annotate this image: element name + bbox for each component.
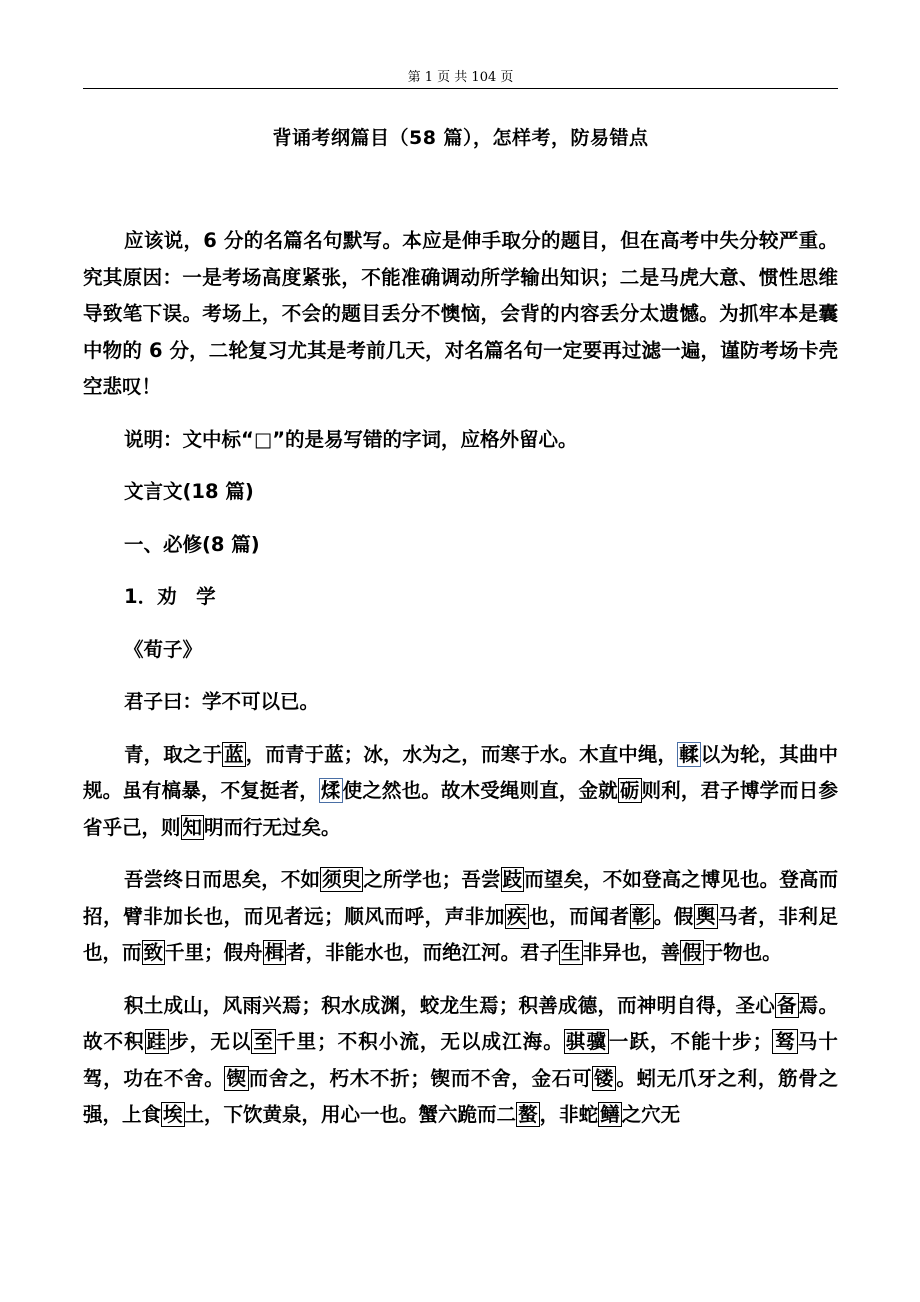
subsection-heading: 一、必修(8 篇) [124, 532, 260, 556]
note-line: 说明：文中标“□”的是易写错的字词，应格外留心。 [124, 427, 578, 451]
marked-char: 假 [682, 941, 702, 964]
text-run: 吾尝终日而思矣，不如 [124, 868, 321, 891]
text-run: 马 [718, 904, 739, 928]
text-run: 千里；假舟 [165, 941, 263, 964]
text-run: 。蚓无爪牙之 [616, 1066, 738, 1090]
text-run: 焉。故不积 [83, 993, 838, 1053]
text-run: 利，筋骨之强，上食 [83, 1066, 838, 1126]
text-run: 积土成山，风雨兴焉；积水成渊，蛟龙生焉；积善成德，而神明自得，圣心 [124, 993, 775, 1017]
text-paragraph [83, 988, 838, 1134]
text-run: 也，而闻者 [529, 904, 630, 928]
intro-line: 严重。究其原因：一是考场高度紧张，不能准确调动所学输出知识；二是马虎大 [83, 229, 838, 289]
marked-char: 知 [182, 815, 203, 839]
marked-char: 疾 [506, 904, 528, 928]
text-run: 则利，君 [641, 779, 721, 802]
marked-char: 埃 [163, 1103, 183, 1126]
text-run: 之所学也；吾尝 [363, 868, 501, 891]
intro-line: 再过滤一遍，谨防考场卡壳空悲叹！ [83, 338, 838, 398]
text-run: 其曲中规。虽有槁暴，不复挺者， [83, 742, 838, 802]
text-run: 登高而招，臂非加长也，而见者远；顺风而呼，声非加 [83, 868, 838, 928]
intro-line: 应该说，6 分的名篇名句默写。本应是伸手取分的题目，但在高考中失分较 [124, 229, 779, 252]
text-paragraph [83, 862, 838, 972]
text-run: 者，非利足也，而 [83, 904, 838, 964]
intro-line: 遗憾。为抓牢本是囊中物的 6 分，二轮复习尤其是考前几天，对名篇名句一定要 [83, 302, 838, 362]
marked-char: 舆 [695, 904, 716, 928]
text-run: 以为轮， [700, 742, 780, 766]
text-run: 于物也。 [703, 941, 782, 964]
text-run: 而望矣，不如登高之博见也。 [524, 868, 780, 891]
text-run: 子博学而日参省乎己，则 [83, 779, 838, 839]
marked-char: 蓝 [224, 742, 244, 766]
text-run: 者，非能水也，而绝江河。君子 [286, 941, 560, 964]
marked-char: 鳝 [600, 1103, 620, 1126]
marked-char: 跂 [502, 868, 523, 891]
text-run: ，非蛇 [539, 1103, 599, 1126]
intro-line: 意、惯性思维导致笔下误。考场上，不会的题目丢分不懊恼，会背的内容丢分太 [83, 265, 838, 325]
text-run: 一跃，不能十步； [608, 1030, 773, 1053]
page-header: 第 1 页 共 104 页 [407, 70, 514, 85]
text-run: 而舍之，朽木不折；锲而不舍，金石可 [248, 1066, 593, 1090]
document-title: 背诵考纲篇目（58 篇），怎样考，防易错点 [272, 127, 649, 149]
lesson-heading: 1．劝 学 [124, 585, 216, 608]
text-run: 之穴无 [621, 1103, 681, 1126]
header-rule [83, 88, 838, 89]
text-run: 明而行无过矣。 [204, 815, 341, 839]
text-run: 青，取之于 [124, 742, 223, 766]
text-run: 土，下饮黄泉，用心一也。蟹六跪而二 [184, 1103, 517, 1126]
text-run: 马十驾，功在不舍。 [83, 1030, 838, 1090]
marked-char: 骐骥 [565, 1030, 607, 1053]
text-paragraph: 君子曰：学不可以已。 [124, 690, 320, 713]
author-line: 《荀子》 [124, 637, 203, 661]
marked-char: 驽 [774, 1030, 796, 1053]
intro-paragraph [83, 223, 838, 406]
document-body [83, 223, 838, 1134]
marked-char: 煣 [320, 779, 341, 802]
marked-char: 輮 [679, 742, 699, 766]
marked-char: 须臾 [322, 868, 362, 891]
text-run: 千里；不积小流，无以成江海。 [276, 1030, 564, 1053]
marked-char: 生 [561, 941, 581, 964]
text-run: 非异也，善 [582, 941, 681, 964]
marked-char: 彰 [631, 904, 652, 928]
text-run: ，而青于蓝；冰，水为之，而寒于水。木直中绳， [245, 742, 678, 766]
marked-char: 镂 [594, 1066, 615, 1090]
marked-char: 螯 [518, 1103, 538, 1126]
marked-char: 致 [143, 941, 164, 964]
text-paragraph [83, 737, 838, 847]
text-run: 使之然也。故木受绳则直，金就 [342, 779, 618, 802]
section-heading: 文言文(18 篇) [124, 480, 254, 503]
marked-char: 至 [253, 1030, 275, 1053]
marked-char: 砺 [619, 779, 640, 802]
marked-char: 跬 [146, 1030, 168, 1053]
marked-char: 楫 [264, 941, 285, 964]
text-run: 步，无以 [169, 1030, 252, 1053]
marked-char: 锲 [226, 1066, 247, 1090]
marked-char: 备 [777, 993, 797, 1017]
text-run: 。假 [653, 904, 694, 928]
